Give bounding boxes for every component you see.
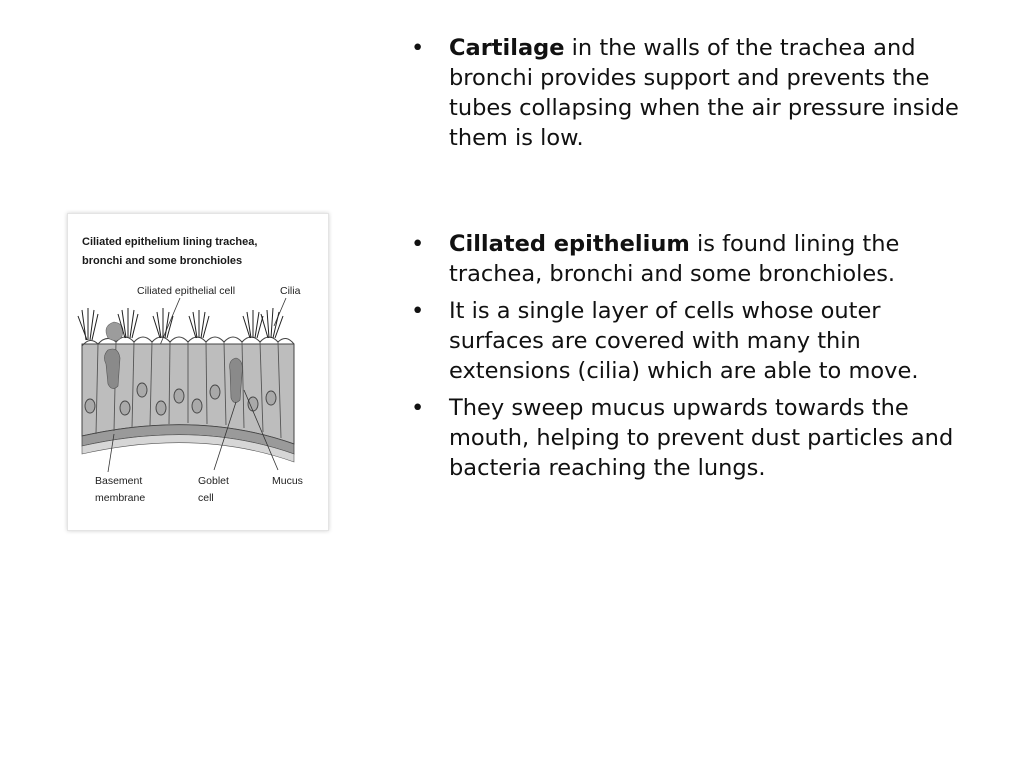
label-basement-1: Basement <box>95 475 143 487</box>
bullet-dot: • <box>411 395 425 421</box>
label-goblet-2: cell <box>198 492 214 504</box>
leader-cilia <box>274 298 286 326</box>
bullet-dot: • <box>411 298 425 324</box>
bullet-text: It is a single layer of cells whose outer surfaces are covered with many thin extensions (cilia) which are able to move. <box>449 298 919 384</box>
bullet-text: They sweep mucus upwards towards the mouth, helping to prevent dust particles and bacteria reaching the lungs. <box>449 395 954 481</box>
bullet-term: Cartilage <box>449 35 565 61</box>
tissue-illustration <box>78 308 294 462</box>
epithelium-diagram <box>68 214 330 532</box>
label-ciliated-cell: Ciliated epithelial cell <box>137 285 236 297</box>
bullet-text: is found lining the trachea, bronchi and some bronchioles. <box>449 231 900 287</box>
bullet-list-cartilage <box>411 33 981 160</box>
bullet-item <box>411 33 981 153</box>
bullet-item <box>411 393 981 483</box>
figure-title-line-1: Ciliated epithelium lining trachea, <box>82 236 258 248</box>
bullet-dot: • <box>411 35 425 61</box>
bullet-dot: • <box>411 231 425 257</box>
bullet-item <box>411 296 981 386</box>
label-cilia: Cilia <box>280 285 301 297</box>
bullet-text: in the walls of the trachea and bronchi provides support and prevents the tubes collapsing when the air pressure inside them is low. <box>449 35 959 151</box>
bullet-list-epithelium <box>411 229 981 490</box>
label-basement-2: membrane <box>95 492 146 504</box>
bullet-term: Cillated epithelium <box>449 231 690 257</box>
epithelium-figure <box>67 213 329 531</box>
bullet-item <box>411 229 981 289</box>
figure-title-line-2: bronchi and some bronchioles <box>82 255 243 267</box>
label-mucus: Mucus <box>272 475 303 487</box>
label-goblet-1: Goblet <box>198 475 229 487</box>
